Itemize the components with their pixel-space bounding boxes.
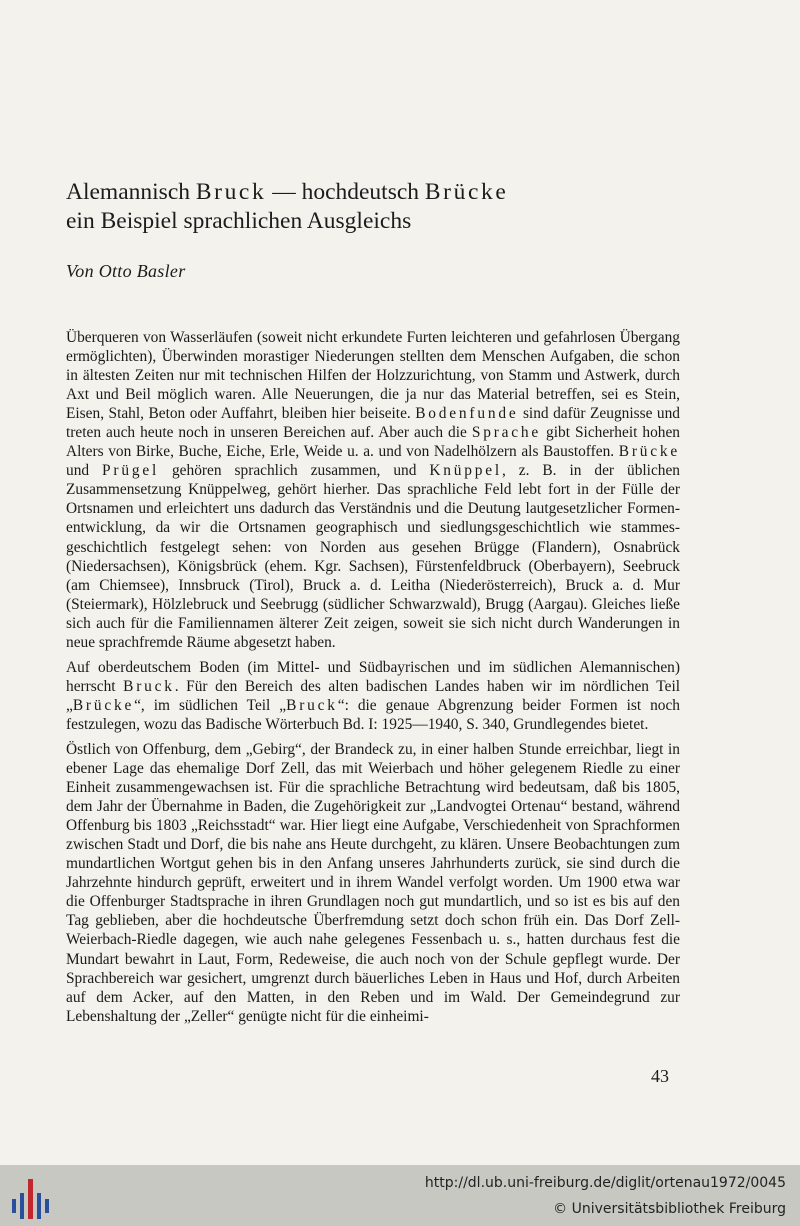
paragraph-2 bbox=[66, 658, 680, 734]
text-run: und bbox=[66, 462, 103, 480]
paragraph-3: Östlich von Offenburg, dem „Gebirg“, der Brandeck zu, in einer halben Stunde erreichbar, liegt in ebener Lage das ehemalige Dorf Zell, das mit Weierbach und höher gelegenem Riedle zu einer Einheit zusammengewachsen ist. Für die sprachliche Betrachtung wird bedeutsam, daß bis 1805, dem Jahr der Übernahme in Baden, die Zugehörigkeit zur „Landvogtei Ortenau“ bestand, während Offenburg bis 1803 „Reichsstadt“ war. Hier liegt eine Aufgabe, Verschiedenheit von Sprachformen zwischen Stadt und Dorf, die bis nahe ans Heute durchgeht, zu klären. Unsere Beobachtungen zum mundartlichen Wortgut gehen bis in den Anfang unseres Jahrhunderts zurück, sie sind durch die Jahrzehnte hindurch geprüft, erweitert und in ihrem Wandel verfolgt worden. Um 1900 etwa war die Offenburger Stadtsprache in ihren Grundlagen noch gut mundartlich, und so ist es bis auf den Tag geblieben, aber die hochdeutsche Überfremdung setzt doch schon früh ein. Das Dorf Zell-Weierbach-Riedle dagegen, wie auch nahe gelegenes Fessenbach u. s., hatten durchaus fest die Mundart bewahrt in Laut, Form, Redeweise, die auch noch von der Schule gepflegt wurde. Der Sprachbereich war gesichert, umgrenzt durch bäuerliches Leben in Haus und Hof, durch Arbeiten auf dem Acker, auf den Matten, in den Reben und im Wald. Der Gemeindegrund zur Lebenshaltung der „Zeller“ genügte nicht für die einheimi- bbox=[66, 740, 680, 1025]
title-part: — hochdeutsch bbox=[266, 179, 425, 205]
paragraph-1 bbox=[66, 328, 680, 652]
copyright-notice: © Universitätsbibliothek Freiburg bbox=[553, 1201, 786, 1217]
text-run: Überqueren von Wasserläufen (soweit nicht erkundete Furten leichteren und gefahrlosen Übergang ermöglichten), Überwinden morastiger Niederungen stellten dem Menschen Aufgaben, die schon in ältesten Zeiten nur mit technischen Hilfen der Holzzurichtung, von Stamm und Astwerk, durch Axt und Beil möglich waren. Alle Neuerungen, die ja nur das Material betreffen, sei es Stein, Eisen, Stahl, Beton oder Auffahrt, bleiben hier beiseite. bbox=[66, 329, 680, 423]
viewer-footer bbox=[0, 1165, 800, 1226]
logo-bar bbox=[45, 1199, 49, 1213]
spaced-word: Bruck bbox=[123, 677, 175, 695]
library-logo-icon bbox=[10, 1177, 50, 1221]
spaced-word: Prügel bbox=[102, 462, 160, 480]
text-run: “, im südlichen Teil „ bbox=[134, 696, 287, 714]
spaced-word: Bodenfunde bbox=[415, 405, 519, 423]
author-byline: Von Otto Basler bbox=[66, 261, 186, 281]
text-run: . Für den Bereich des alten badischen Landes haben wir im nördlichen Teil „ bbox=[66, 677, 680, 714]
text-run: sind dafür Zeugnisse und treten auch heute noch in unseren Bereichen auf. Aber auch die bbox=[66, 405, 680, 442]
logo-bar bbox=[20, 1193, 24, 1219]
article-title bbox=[66, 178, 686, 236]
text-run: , z. B. in der üblichen Zusammensetzung Knüppelweg, gehört hierher. Das sprachliche Feld lebt fort in der Fülle der Ortsnamen und erleichtert uns dadurch das Verständnis und die Deutung lautgesetzlicher Formenentwicklung, da wir die Ortsnamen geographisch und siedlungsgeschichtlich wie stammesgeschichtlich festgelegt sehen: von Norden aus gesehen Brügge (Flandern), Osnabrück (Niedersachsen), Königsbrück (ehem. Kgr. Sachsen), Fürstenfeldbruck (Oberbayern), Seebruck (am Chiemsee), Innsbruck (Tirol), Bruck a. d. Leitha (Niederösterreich), Bruck a. d. Mur (Steiermark), Hölzlebruck und Seebrugg (südlicher Schwarzwald), Brugg (Aargau). Gleiches ließe sich auch für die Familiennamen älterer Zeit zeigen, soweit sie sich nicht durch Wanderungen in neue sprachfremde Räume abgesetzt haben. bbox=[66, 462, 680, 651]
title-part: Alemannisch bbox=[66, 179, 196, 205]
spaced-word: Knüppel bbox=[429, 462, 502, 480]
spaced-word: Brücke bbox=[72, 696, 135, 714]
title-line-1 bbox=[66, 179, 508, 205]
text-run: Auf oberdeutschem Boden (im Mittel- und Südbayrischen und im südlichen Alemannischen) herrscht bbox=[66, 658, 680, 695]
text-run: gehören sprachlich zusammen, und bbox=[159, 462, 430, 480]
logo-bar bbox=[12, 1199, 16, 1213]
title-spaced-word: Bruck bbox=[195, 179, 267, 205]
spaced-word: Sprache bbox=[471, 424, 542, 442]
logo-bar bbox=[37, 1193, 41, 1219]
title-spaced-word: Brücke bbox=[424, 179, 509, 205]
spaced-word: Bruck bbox=[286, 696, 338, 714]
title-line-2: ein Beispiel sprachlichen Ausgleichs bbox=[66, 208, 412, 234]
text-run: “: die genaue Abgrenzung beider Formen ist noch festzulegen, wozu das Badische Wörterbuch Bd. I: 1925—1940, S. 340, Grundlegendes bietet. bbox=[66, 696, 680, 733]
text-run: gibt Sicherheit hohen Alters von Birke, Buche, Eiche, Erle, Weide u. a. und von Nadelhölzern als Baustoffen. bbox=[66, 424, 680, 461]
spaced-word: Brücke bbox=[618, 443, 680, 461]
permalink[interactable]: http://dl.ub.uni-freiburg.de/diglit/ortenau1972/0045 bbox=[424, 1175, 786, 1191]
article-body bbox=[66, 328, 680, 1032]
logo-bar bbox=[28, 1179, 33, 1219]
page-number: 43 bbox=[651, 1066, 669, 1086]
